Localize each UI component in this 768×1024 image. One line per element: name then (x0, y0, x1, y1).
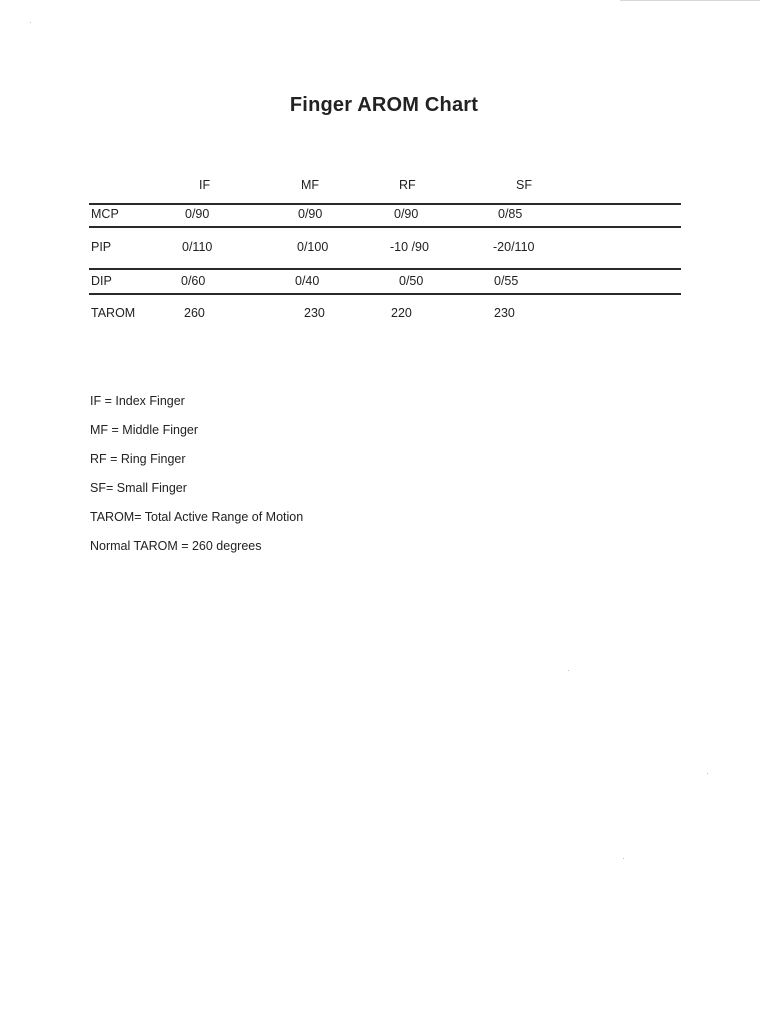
table-rule-top (89, 203, 681, 205)
legend-item-normal-tarom: Normal TAROM = 260 degrees (90, 539, 262, 553)
table-cell: 0/100 (297, 240, 329, 254)
table-cell: 0/40 (295, 274, 320, 288)
table-cell: 220 (391, 306, 412, 320)
legend-item-tarom: TAROM= Total Active Range of Motion (90, 510, 304, 524)
table-cell: 0/90 (298, 207, 323, 221)
document-title-text: Finger AROM Chart (289, 94, 479, 116)
scan-speck (30, 22, 31, 23)
scan-speck (568, 670, 569, 671)
document-title (0, 94, 768, 117)
row-label-tarom: TAROM (91, 306, 136, 320)
row-label-pip: PIP (91, 240, 112, 254)
table-cell: 0/85 (498, 207, 523, 221)
legend-item-sf: SF= Small Finger (90, 481, 187, 495)
table-cell: 0/90 (394, 207, 419, 221)
row-label-dip: DIP (91, 274, 112, 288)
legend-item-rf: RF = Ring Finger (90, 452, 186, 466)
scan-speck (623, 858, 624, 859)
table-rule-3 (89, 293, 681, 295)
table-cell: 0/90 (185, 207, 210, 221)
legend-item-if: IF = Index Finger (90, 394, 185, 408)
table-cell: 230 (304, 306, 325, 320)
table-rule-2 (89, 268, 681, 270)
scan-speck (707, 773, 708, 774)
table-cell: 260 (184, 306, 205, 320)
table-cell: 0/50 (399, 274, 424, 288)
column-header-if: IF (199, 178, 211, 192)
table-cell: 0/60 (181, 274, 206, 288)
table-cell: -20/110 (493, 240, 535, 254)
column-header-mf: MF (301, 178, 320, 192)
table-cell: 0/110 (182, 240, 213, 254)
table-cell: -10 /90 (390, 240, 429, 254)
scan-edge-mark (620, 0, 760, 1)
legend-item-mf: MF = Middle Finger (90, 423, 199, 437)
column-header-rf: RF (399, 178, 416, 192)
column-header-sf: SF (516, 178, 532, 192)
table-cell: 0/55 (494, 274, 519, 288)
table-rule-1 (89, 226, 681, 228)
row-label-mcp: MCP (91, 207, 119, 221)
table-cell: 230 (494, 306, 515, 320)
